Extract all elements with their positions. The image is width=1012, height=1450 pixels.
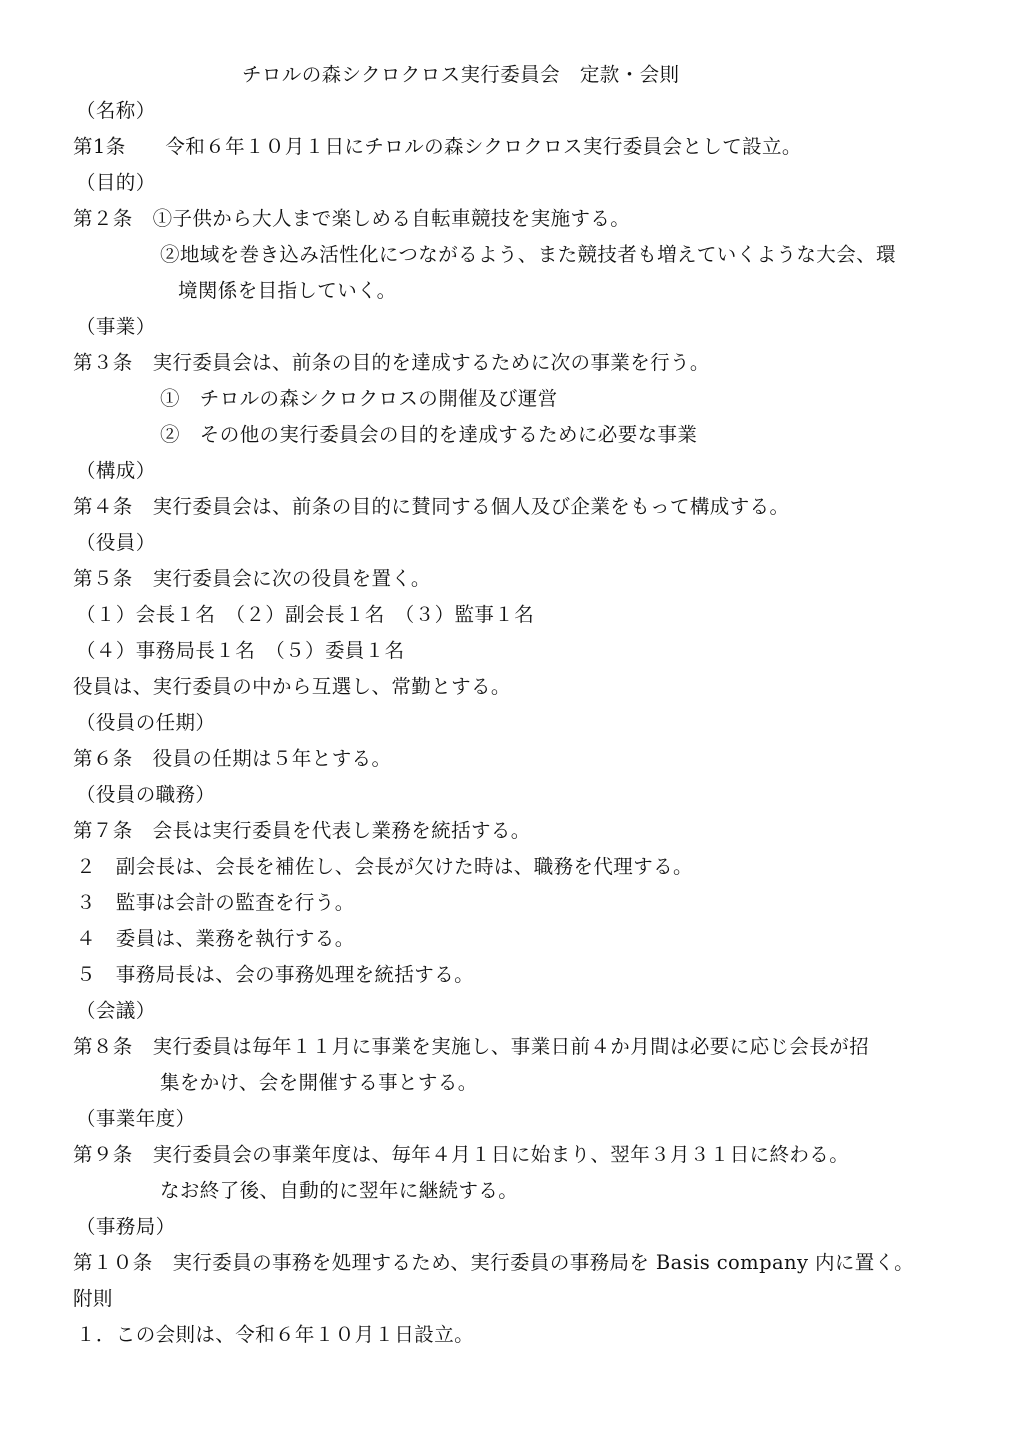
list-item: ４ 委員は、業務を執行する。 [76,927,355,950]
article-line: なお終了後、自動的に翌年に継続する。 [160,1179,519,1202]
article-line: 第４条 実行委員会は、前条の目的に賛同する個人及び企業をもって構成する。 [73,495,790,518]
article-line: 第９条 実行委員会の事業年度は、毎年４月１日に始まり、翌年３月３１日に終わる。 [73,1143,850,1166]
article-line: 第８条 実行委員は毎年１１月に事業を実施し、事業日前４か月間は必要に応じ会長が招 [73,1035,870,1058]
article-line: 第２条 ①子供から大人まで楽しめる自転車競技を実施する。 [73,207,631,230]
article-line: 第５条 実行委員会に次の役員を置く。 [73,567,431,590]
article-line: 第７条 会長は実行委員を代表し業務を統括する。 [73,819,531,842]
section-heading: （構成） [76,459,156,482]
article-line: 集をかけ、会を開催する事とする。 [160,1071,478,1094]
list-item: ５ 事務局長は、会の事務処理を統括する。 [76,963,475,986]
article-line: ②地域を巻き込み活性化につながるよう、また競技者も増えていくような大会、環 [160,243,896,266]
list-item: ① チロルの森シクロクロスの開催及び運営 [160,387,558,410]
section-heading: （目的） [76,171,156,194]
article-line: 第1条 令和６年１０月１日にチロルの森シクロクロス実行委員会として設立。 [73,135,802,158]
section-heading: （事務局） [76,1215,176,1238]
list-item: ２ 副会長は、会長を補佐し、会長が欠けた時は、職務を代理する。 [76,855,693,878]
article-line: 第１０条 実行委員の事務を処理するため、実行委員の事務局を Basis company 内に置く。 [73,1251,915,1274]
section-heading: （役員の任期） [76,711,216,734]
document-title: チロルの森シクロクロス実行委員会 定款・会則 [242,63,680,86]
section-heading: （名称） [76,99,156,122]
article-line: 第６条 役員の任期は５年とする。 [73,747,392,770]
article-line: 役員は、実行委員の中から互選し、常勤とする。 [73,675,511,698]
section-heading: （役員） [76,531,156,554]
section-heading: 附則 [73,1287,113,1310]
section-heading: （会議） [76,999,156,1022]
list-item: （４）事務局長１名 （５）委員１名 [76,639,405,662]
section-heading: （役員の職務） [76,783,216,806]
list-item: （１）会長１名 （２）副会長１名 （３）監事１名 [76,603,535,626]
section-heading: （事業年度） [76,1107,196,1130]
section-heading: （事業） [76,315,156,338]
article-line: 境関係を目指していく。 [178,279,397,302]
article-line: 第３条 実行委員会は、前条の目的を達成するために次の事業を行う。 [73,351,710,374]
list-item: ３ 監事は会計の監査を行う。 [76,891,355,914]
list-item: ② その他の実行委員会の目的を達成するために必要な事業 [160,423,698,446]
list-item: １．この会則は、令和６年１０月１日設立。 [76,1323,475,1346]
